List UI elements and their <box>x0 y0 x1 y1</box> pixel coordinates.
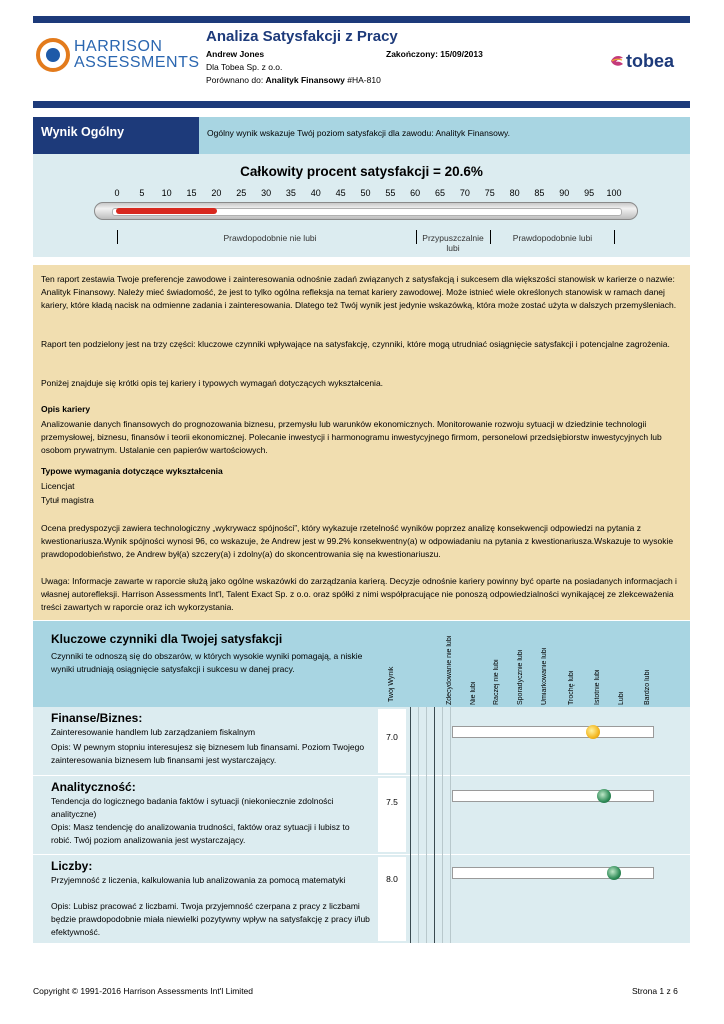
thermometer-tick: 25 <box>236 188 247 198</box>
compared-job: Analityk Finansowy <box>265 75 345 85</box>
candidate-name: Andrew Jones <box>206 49 265 59</box>
scale-label: Lubi <box>618 691 625 705</box>
zone-divider <box>614 230 615 244</box>
education-item: Tytuł magistra <box>41 495 94 505</box>
factor-definition: Przyjemność z liczenia, kalkulowania lub analizowania za pomocą matematyki <box>51 875 346 885</box>
score-box <box>378 778 406 852</box>
zone-divider <box>490 230 491 244</box>
grid-line <box>426 707 427 943</box>
thermometer-tick: 35 <box>285 188 296 198</box>
factor-description: Opis: Lubisz pracować z liczbami. Twoja przyjemność czerpana z pracy z liczbami będzie prawdopodobnie miała niewielki pozytywny wpływ na satysfakcję z pracy i/lub efektywność. <box>51 901 370 937</box>
report-structure: Raport ten podzielony jest na trzy części: kluczowe czynniki wpływające na satysfakcję, czynniki, które mogą utrudniać osiągnięcie satysfakcji i potencjalne zagrożenia. <box>41 339 670 349</box>
organization: Dla Tobea Sp. z o.o. <box>206 62 283 72</box>
footer-page: Strona 1 z 6 <box>632 986 678 996</box>
factors-description: Czynniki te odnoszą się do obszarów, w których wysokie wyniki pomagają, a niskie wyniki utrudniają osiągnięcie satysfakcji i sukcesu w danej pracy. <box>51 651 363 674</box>
factor-name: Finanse/Biznes: <box>51 711 143 725</box>
scale-label: Trochę lubi <box>568 670 575 705</box>
header-rule <box>33 101 690 108</box>
tobea-leaf-icon <box>610 54 624 68</box>
overall-heading-box <box>33 117 199 154</box>
scale-label: Sporadycznie lubi <box>517 649 524 705</box>
career-text: Analizowanie danych finansowych do prognozowania biznesu, przemysłu lub warunków ekonomicznych. Monitorowanie rozwoju sytuacji w dziedzinie technologii przemysłowej, biznesu, finansów i teorii ekonomicznej. Polecanie inwestycji i harmonogramu inwestycyjnego firmom, personelowi przedsiębiorstw inwestycyjnych lub osobom prywatnym. Ustalanie cen papierów wartościowych. <box>41 419 662 456</box>
top-rule <box>33 16 690 23</box>
tobea-logo-text: tobea <box>626 51 675 71</box>
thermometer-tick: 10 <box>161 188 172 198</box>
thermometer-tick: 60 <box>410 188 421 198</box>
zone-label-like: Prawdopodobnie lubi <box>512 233 593 243</box>
overall-description-box <box>199 117 690 154</box>
zone-label-dislike: Prawdopodobnie nie lubi <box>223 233 317 243</box>
score-box <box>378 857 406 941</box>
score-marker <box>597 789 611 803</box>
factor-name: Liczby: <box>51 859 93 873</box>
thermometer-tick: 5 <box>139 188 145 198</box>
thermometer-tick: 90 <box>559 188 570 198</box>
thermometer-tick: 65 <box>435 188 446 198</box>
scale-bar <box>452 867 654 879</box>
factors-title: Kluczowe czynniki dla Twojej satysfakcji <box>51 632 283 646</box>
scale-label: Raczej nie lubi <box>493 659 500 705</box>
thermometer-tick: 95 <box>584 188 595 198</box>
zone-divider <box>117 230 118 244</box>
harrison-assessments-logo <box>36 36 200 76</box>
factor-description: Opis: Masz tendencję do analizowania trudności, faktów oraz sytuacji i lubisz to robić. Twój poziom analizowania jest wystarczający. <box>51 822 350 845</box>
scale-label: Istotnie lubi <box>594 669 601 705</box>
thermometer-tick: 30 <box>261 188 272 198</box>
scale-label: Bardzo lubi <box>644 669 651 705</box>
compared-code: #HA-810 <box>344 75 381 85</box>
grid-line <box>442 707 443 943</box>
grid-line <box>418 707 419 943</box>
score-column-label: Twój Wynik <box>388 666 395 702</box>
scale-label: Zdecydowanie nie lubi <box>446 635 453 705</box>
scale-label: Nie lubi <box>470 681 477 705</box>
grid-line <box>410 707 411 943</box>
thermometer-tick: 85 <box>534 188 545 198</box>
report-intro: Ten raport zestawia Twoje preferencje zawodowe i zainteresowania odnośnie zadań związanych z satysfakcją i sukcesem dla większości stanowisk w karierze o nazwie: Analityk Finansowy. Należy mieć świadomość, że jest to tylko ogólna refleksja na temat kariery zawodowej. Może istnieć wiele określonych stanowisk w ramach danej kariery, które kładą nacisk na odmienne zadania i zainteresowania. Dlatego też Twój wynik jest jedynie wskazówką, która może zostać użyta w dalszych przemyśleniach. <box>41 274 677 311</box>
thermometer-tick: 80 <box>509 188 520 198</box>
thermometer-tick: 70 <box>459 188 470 198</box>
factor-score: 7.5 <box>386 797 398 807</box>
factor-score: 7.0 <box>386 732 398 742</box>
harrison-logo-text: HARRISON ASSESSMENTS <box>74 38 200 71</box>
grid-line <box>450 707 451 943</box>
consistency-text: Ocena predyspozycji zawiera technologiczny „wykrywacz spójności”, który wykazuje rzetelność wyników poprzez analizę konsekwencji odpowiedzi na pytania z kwestionariusza.Wynik spójności wynosi 96, co wskazuje, że Andrew jest w 99.2% konsekwentny(a) w odpowiadaniu na pytania z kwestionariusza.Wskazuje to wysokie prawdopodobieństwo, że Andrew był(a) szczery(a) i zdolny(a) do skoncentrowania się na kwestionariuszu. <box>41 523 674 560</box>
thermometer-tick: 15 <box>186 188 197 198</box>
overall-description: Ogólny wynik wskazuje Twój poziom satysfakcji dla zawodu: Analityk Finansowy. <box>207 128 510 138</box>
page-title: Analiza Satysfakcji z Pracy <box>206 28 398 45</box>
thermometer-tick: 55 <box>385 188 396 198</box>
factor-definition: Tendencja do logicznego badania faktów i sytuacji (niekoniecznie zdolności analityczne) <box>51 796 334 819</box>
thermometer-tick: 50 <box>360 188 371 198</box>
thermometer-title: Całkowity procent satysfakcji = 20.6% <box>240 164 483 179</box>
harrison-logo-icon <box>36 38 70 72</box>
career-heading: Opis kariery <box>41 404 91 414</box>
thermometer-tick: 0 <box>114 188 120 198</box>
completed-date: Zakończony: 15/09/2013 <box>386 49 483 59</box>
factor-score: 8.0 <box>386 874 398 884</box>
education-item: Licencjat <box>41 481 75 491</box>
thermometer-tick: 75 <box>484 188 495 198</box>
scale-bar <box>452 726 654 738</box>
thermometer-tick: 20 <box>211 188 222 198</box>
thermometer-tick: 40 <box>310 188 321 198</box>
disclaimer-text: Uwaga: Informacje zawarte w raporcie służą jako ogólne wskazówki do zarządzania karierą. Decyzje odnośnie kariery powinny być oparte na posiadanych informacjach i własnej autorefleksji. Harrison Assessments Int'l, Talent Exact Sp. z o.o. oraz spółki z nimi współpracujące nie ponoszą odpowiedzialności wynikającej ze zlekceważenia treści zawartych w raporcie oraz ich wykorzystania. <box>41 576 677 613</box>
factor-description: Opis: W pewnym stopniu interesujesz się biznesem lub finansami. Poziom Twojego zainteresowania biznesem lub finansami jest wystarczający. <box>51 742 365 765</box>
overall-heading: Wynik Ogólny <box>41 125 125 139</box>
tobea-logo <box>602 30 676 94</box>
education-heading: Typowe wymagania dotyczące wykształcenia <box>41 466 223 476</box>
factor-definition: Zainteresowanie handlem lub zarządzaniem fiskalnym <box>51 727 256 737</box>
thermometer-tick: 45 <box>335 188 346 198</box>
scale-bar <box>452 790 654 802</box>
zone-label-maybe: Przypuszczalnie lubi <box>422 233 484 253</box>
thermometer-fill <box>116 208 217 214</box>
grid-line <box>434 707 435 943</box>
compared-label: Porównano do: <box>206 75 266 85</box>
footer-copyright: Copyright © 1991-2016 Harrison Assessments Int'l Limited <box>33 986 254 996</box>
report-career-intro: Poniżej znajduje się krótki opis tej kariery i typowych wymagań dotyczących wykształcenia. <box>41 378 384 388</box>
compared-to <box>206 75 381 85</box>
scale-label: Umiarkowanie lubi <box>541 647 548 705</box>
factor-name: Analityczność: <box>51 780 136 794</box>
thermometer-tick: 100 <box>606 188 622 198</box>
score-marker <box>607 866 621 880</box>
